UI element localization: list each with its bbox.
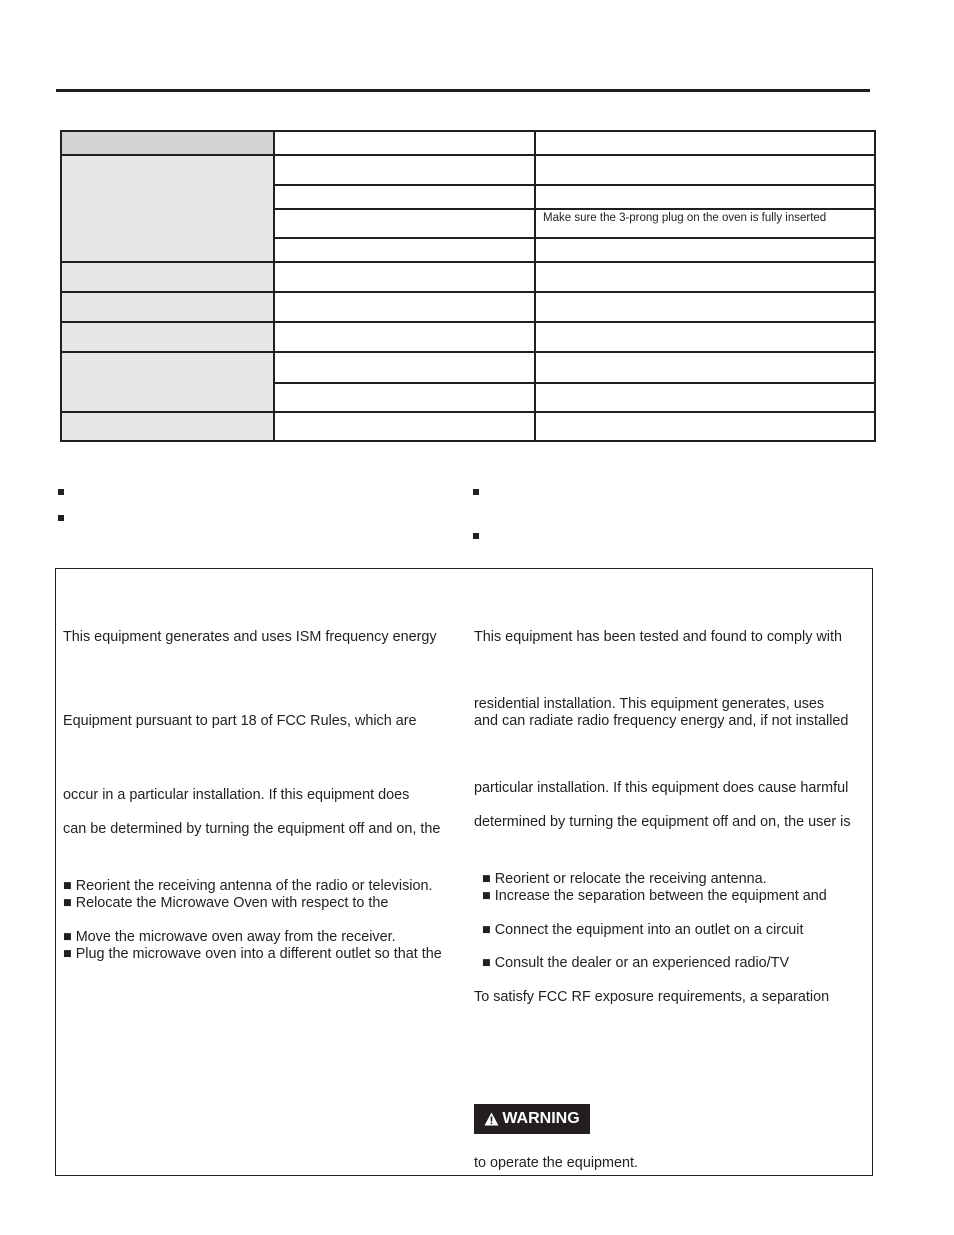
problem-cell xyxy=(61,412,274,441)
table-row xyxy=(61,322,875,352)
bullet-square-icon xyxy=(473,533,479,539)
fcc-right-line: and can radiate radio frequency energy and, if not installed xyxy=(474,713,849,729)
list-item xyxy=(473,484,853,498)
warning-triangle-icon xyxy=(484,1112,499,1126)
fcc-left-line: Equipment pursuant to part 18 of FCC Rules, which are xyxy=(63,713,417,729)
fcc-right-line: determined by turning the equipment off and on, the user is xyxy=(474,814,851,830)
bullet-square-icon xyxy=(58,489,64,495)
bullet-square-icon xyxy=(58,515,64,521)
cause-cell xyxy=(274,292,535,322)
fcc-right-line: particular installation. If this equipment does cause harmful xyxy=(474,780,849,796)
fcc-right-bullet: ■ Consult the dealer or an experienced radio/TV xyxy=(482,955,790,971)
fcc-right-line: This equipment has been tested and found to comply with xyxy=(474,629,842,645)
fcc-right-bullet: ■ Increase the separation between the equipment and xyxy=(482,888,827,904)
fcc-right-line: To satisfy FCC RF exposure requirements, a separation xyxy=(474,989,830,1005)
bullet-square-icon xyxy=(473,489,479,495)
header-problem xyxy=(61,131,274,155)
action-cell xyxy=(535,322,875,352)
action-cell xyxy=(535,238,875,262)
fcc-left-line: This equipment generates and uses ISM frequency energy xyxy=(63,629,437,645)
table-row xyxy=(61,292,875,322)
fcc-right-bullet: ■ Reorient or relocate the receiving antenna. xyxy=(482,871,767,887)
header-rule xyxy=(56,89,870,92)
table-header-row xyxy=(61,131,875,155)
action-cell xyxy=(535,383,875,412)
fcc-left-bullet: ■ Plug the microwave oven into a different outlet so that the xyxy=(63,946,442,962)
fcc-right-line: to operate the equipment. xyxy=(474,1155,639,1171)
table-row xyxy=(61,155,875,185)
action-cell xyxy=(535,292,875,322)
problem-cell xyxy=(61,262,274,292)
fcc-right-line: residential installation. This equipment generates, uses xyxy=(474,696,825,712)
problem-cell xyxy=(61,322,274,352)
fcc-left-line: occur in a particular installation. If this equipment does xyxy=(63,787,410,803)
action-cell xyxy=(535,185,875,209)
fcc-left-bullet: ■ Move the microwave oven away from the receiver. xyxy=(63,929,396,945)
fcc-left-bullet: ■ Relocate the Microwave Oven with respect to the xyxy=(63,895,389,911)
cause-cell xyxy=(274,185,535,209)
table-row xyxy=(61,412,875,441)
table-row xyxy=(61,352,875,383)
problem-cell xyxy=(61,292,274,322)
warning-label: WARNING xyxy=(502,1110,580,1127)
problem-cell xyxy=(61,352,274,412)
action-cell xyxy=(535,155,875,185)
cause-cell xyxy=(274,383,535,412)
fcc-left-bullet: ■ Reorient the receiving antenna of the radio or television. xyxy=(63,878,433,894)
fcc-left-line: can be determined by turning the equipment off and on, the xyxy=(63,821,441,837)
cause-cell xyxy=(274,352,535,383)
action-cell: Make sure the 3-prong plug on the oven is fully inserted xyxy=(535,209,875,238)
header-action xyxy=(535,131,875,155)
cause-cell xyxy=(274,322,535,352)
cause-cell xyxy=(274,412,535,441)
action-cell xyxy=(535,262,875,292)
table-row xyxy=(61,262,875,292)
cause-cell xyxy=(274,155,535,185)
warning-badge xyxy=(474,1104,590,1134)
header-cause xyxy=(274,131,535,155)
troubleshooting-table xyxy=(60,130,876,442)
cause-cell xyxy=(274,238,535,262)
fcc-right-bullet: ■ Connect the equipment into an outlet on a circuit xyxy=(482,922,804,938)
action-cell xyxy=(535,412,875,441)
list-item xyxy=(473,528,853,542)
problem-cell xyxy=(61,155,274,262)
action-cell xyxy=(535,352,875,383)
cause-cell xyxy=(274,262,535,292)
list-item xyxy=(58,510,438,524)
cause-cell xyxy=(274,209,535,238)
list-item xyxy=(58,484,438,498)
